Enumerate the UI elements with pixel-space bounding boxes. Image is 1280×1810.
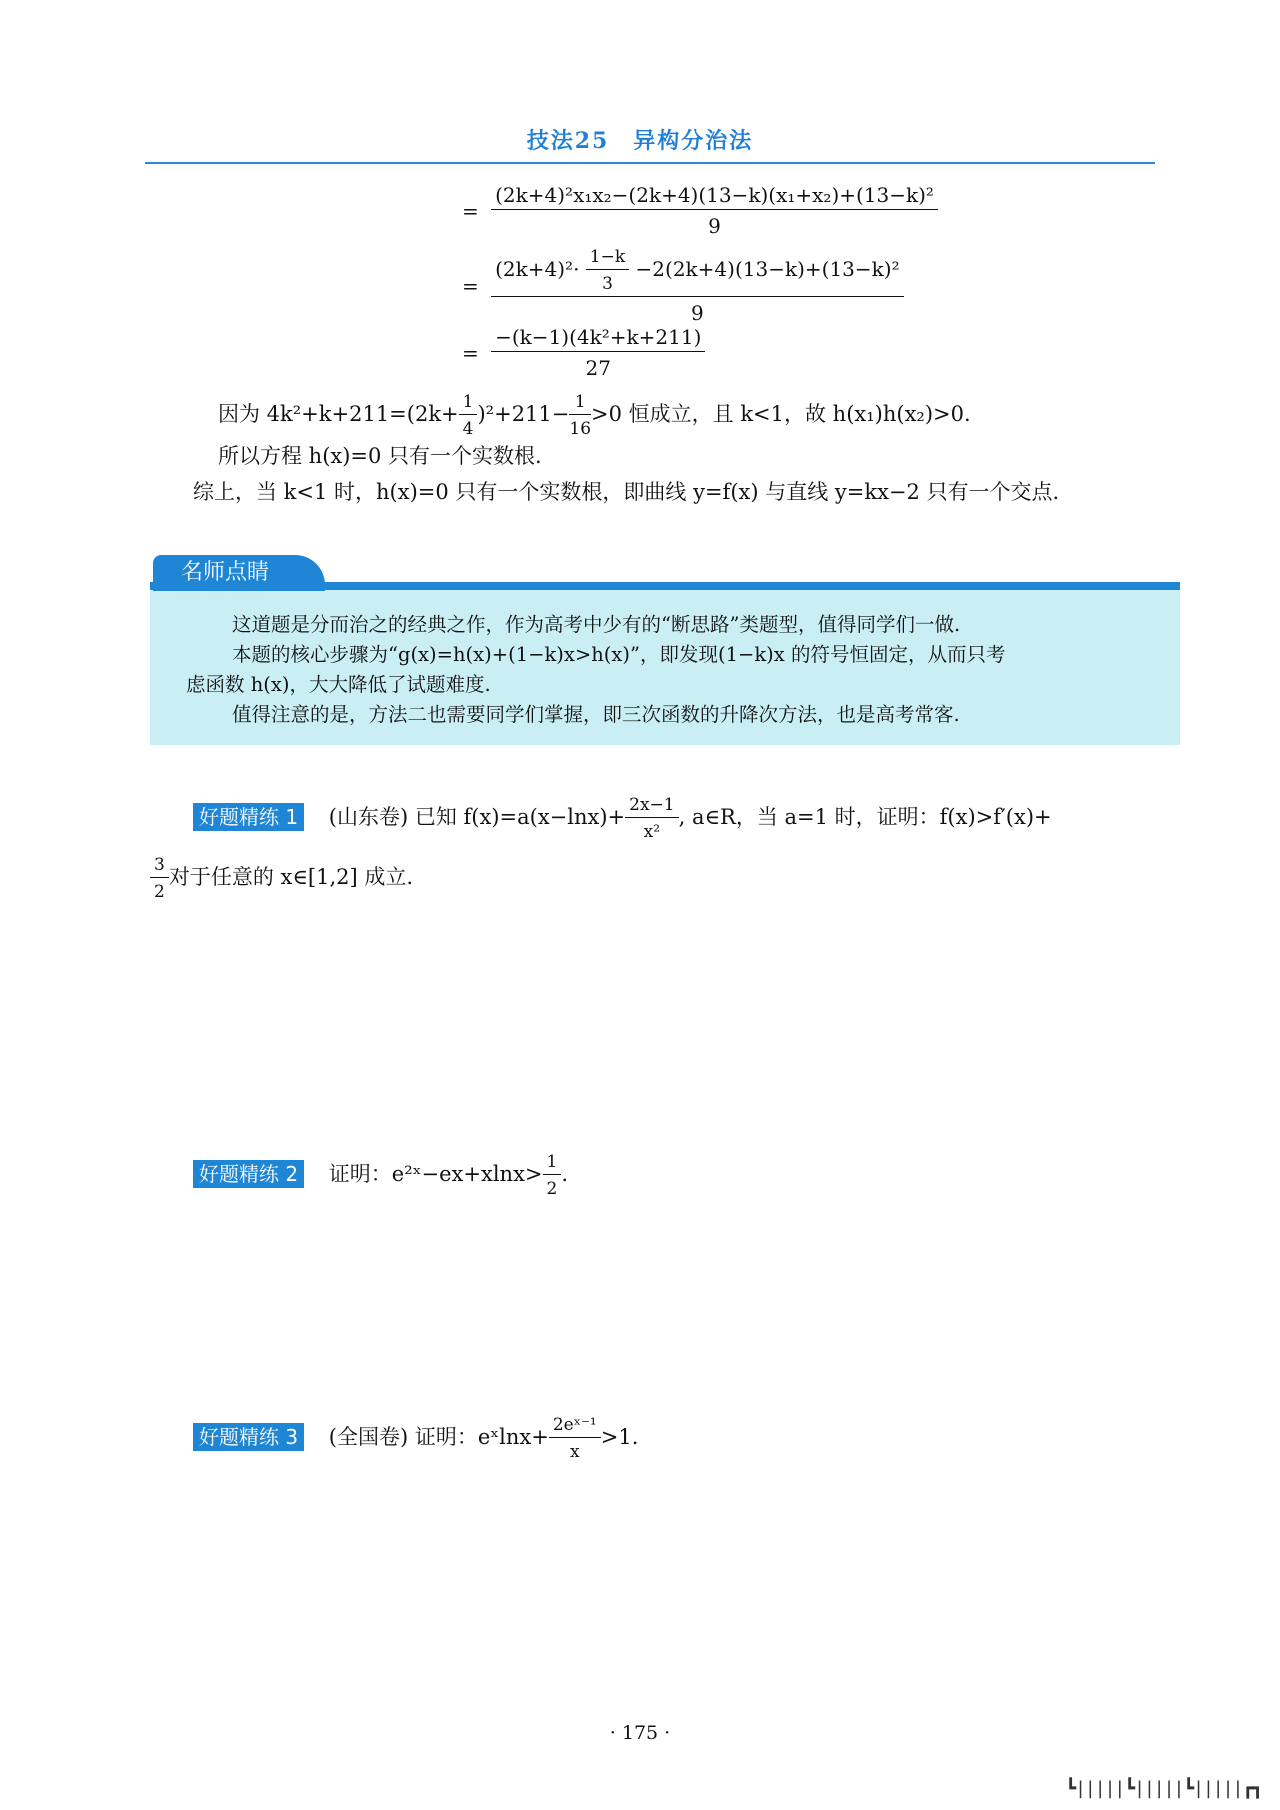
derivation-line-1 bbox=[462, 183, 938, 238]
equals-sign: = bbox=[462, 340, 479, 365]
fraction-denominator: 16 bbox=[569, 419, 592, 439]
exercise-text: 对于任意的 x∈[1,2] 成立. bbox=[168, 865, 414, 889]
fraction-numerator: (2k+4)²x₁x₂−(2k+4)(13−k)(x₁+x₂)+(13−k)² bbox=[491, 183, 938, 210]
numerator-part: (2k+4)²· bbox=[495, 257, 580, 281]
fraction-numerator: −(k−1)(4k²+k+211) bbox=[491, 325, 705, 352]
exercise-3 bbox=[193, 1415, 638, 1462]
text-segment: 因为 4k²+k+211= bbox=[218, 402, 407, 426]
fraction bbox=[549, 1415, 601, 1462]
inner-denominator: 3 bbox=[602, 274, 613, 294]
inner-numerator: 1−k bbox=[586, 247, 629, 270]
callout-title: 名师点睛 bbox=[153, 555, 325, 591]
fraction-denominator: 9 bbox=[708, 214, 721, 238]
derivation-line-2 bbox=[462, 247, 904, 325]
fraction-numerator: 2x−1 bbox=[625, 795, 678, 818]
exercise-tag: 好题精练 2 bbox=[193, 1160, 304, 1188]
page-number: · 175 · bbox=[609, 1722, 671, 1744]
exercise-text: (全国卷) 证明：eˣlnx+ bbox=[328, 1425, 549, 1449]
fraction-numerator: 3 bbox=[150, 855, 169, 878]
callout-paragraph-1: 这道题是分而治之的经典之作，作为高考中少有的“断思路”类题型，值得同学们一做. bbox=[232, 613, 961, 636]
exercise-text: , a∈R，当 a=1 时，证明：f(x)>f′(x)+ bbox=[678, 805, 1052, 829]
numerator-part: −2(2k+4)(13−k)+(13−k)² bbox=[635, 257, 900, 281]
reasoning-line-2: 所以方程 h(x)=0 只有一个实数根. bbox=[218, 444, 542, 468]
exercise-tag: 好题精练 3 bbox=[193, 1423, 304, 1451]
binding-mark: ┗|||||┗|||||┗|||||┏┓ bbox=[1065, 1778, 1262, 1799]
text-segment: (2k+ bbox=[406, 402, 459, 426]
callout-paragraph-3: 值得注意的是，方法二也需要同学们掌握，即三次函数的升降次方法，也是高考常客. bbox=[232, 703, 960, 726]
callout-paragraph-2-cont: 虑函数 h(x)，大大降低了试题难度. bbox=[186, 673, 491, 696]
fraction bbox=[491, 247, 903, 325]
exercise-text: >1. bbox=[600, 1425, 639, 1449]
fraction-numerator: 1 bbox=[459, 392, 478, 415]
fraction-numerator bbox=[491, 247, 903, 297]
fraction-denominator: x bbox=[570, 1442, 580, 1462]
chapter-header-title: 技法25 异构分治法 bbox=[526, 128, 754, 154]
exercise-text: . bbox=[561, 1162, 569, 1186]
reasoning-line-1 bbox=[218, 392, 971, 439]
callout-paragraph-2: 本题的核心步骤为“g(x)=h(x)+(1−k)x>h(x)”，即发现(1−k)x 的符号恒固定，从而只考 bbox=[232, 643, 1006, 666]
fraction bbox=[569, 392, 591, 439]
exercise-tag: 好题精练 1 bbox=[193, 803, 304, 831]
reasoning-line-3: 综上，当 k<1 时，h(x)=0 只有一个实数根，即曲线 y=f(x) 与直线 y=kx−2 只有一个交点. bbox=[193, 480, 1060, 504]
fraction-denominator: 9 bbox=[690, 301, 704, 325]
exercise-text: 证明：e²ˣ−ex+xlnx> bbox=[328, 1162, 543, 1186]
exercise-1-continuation bbox=[150, 855, 413, 902]
header-rule bbox=[145, 162, 1155, 164]
derivation-line-3 bbox=[462, 325, 705, 380]
fraction-numerator: 2eˣ⁻¹ bbox=[549, 1415, 601, 1438]
fraction-denominator: 2 bbox=[154, 882, 165, 902]
fraction-denominator: 2 bbox=[546, 1179, 558, 1199]
fraction bbox=[150, 855, 169, 902]
text-segment: >0 恒成立，且 k<1，故 h(x₁)h(x₂)>0. bbox=[591, 402, 971, 426]
inner-fraction bbox=[586, 247, 629, 294]
fraction-denominator: 4 bbox=[462, 419, 474, 439]
fraction bbox=[543, 1152, 562, 1199]
exercise-2 bbox=[193, 1152, 568, 1199]
equals-sign: = bbox=[462, 274, 479, 298]
fraction bbox=[491, 183, 938, 238]
exercise-text: (山东卷) 已知 f(x)=a(x−lnx)+ bbox=[328, 805, 626, 829]
fraction bbox=[491, 325, 705, 380]
fraction bbox=[625, 795, 678, 842]
fraction-numerator: 1 bbox=[569, 392, 591, 415]
fraction-denominator: 27 bbox=[585, 356, 611, 380]
fraction-numerator: 1 bbox=[543, 1152, 562, 1175]
equals-sign: = bbox=[462, 198, 479, 223]
fraction bbox=[459, 392, 478, 439]
text-segment: )²+211− bbox=[477, 402, 570, 426]
exercise-1 bbox=[193, 795, 1052, 842]
fraction-denominator: x² bbox=[643, 822, 661, 842]
